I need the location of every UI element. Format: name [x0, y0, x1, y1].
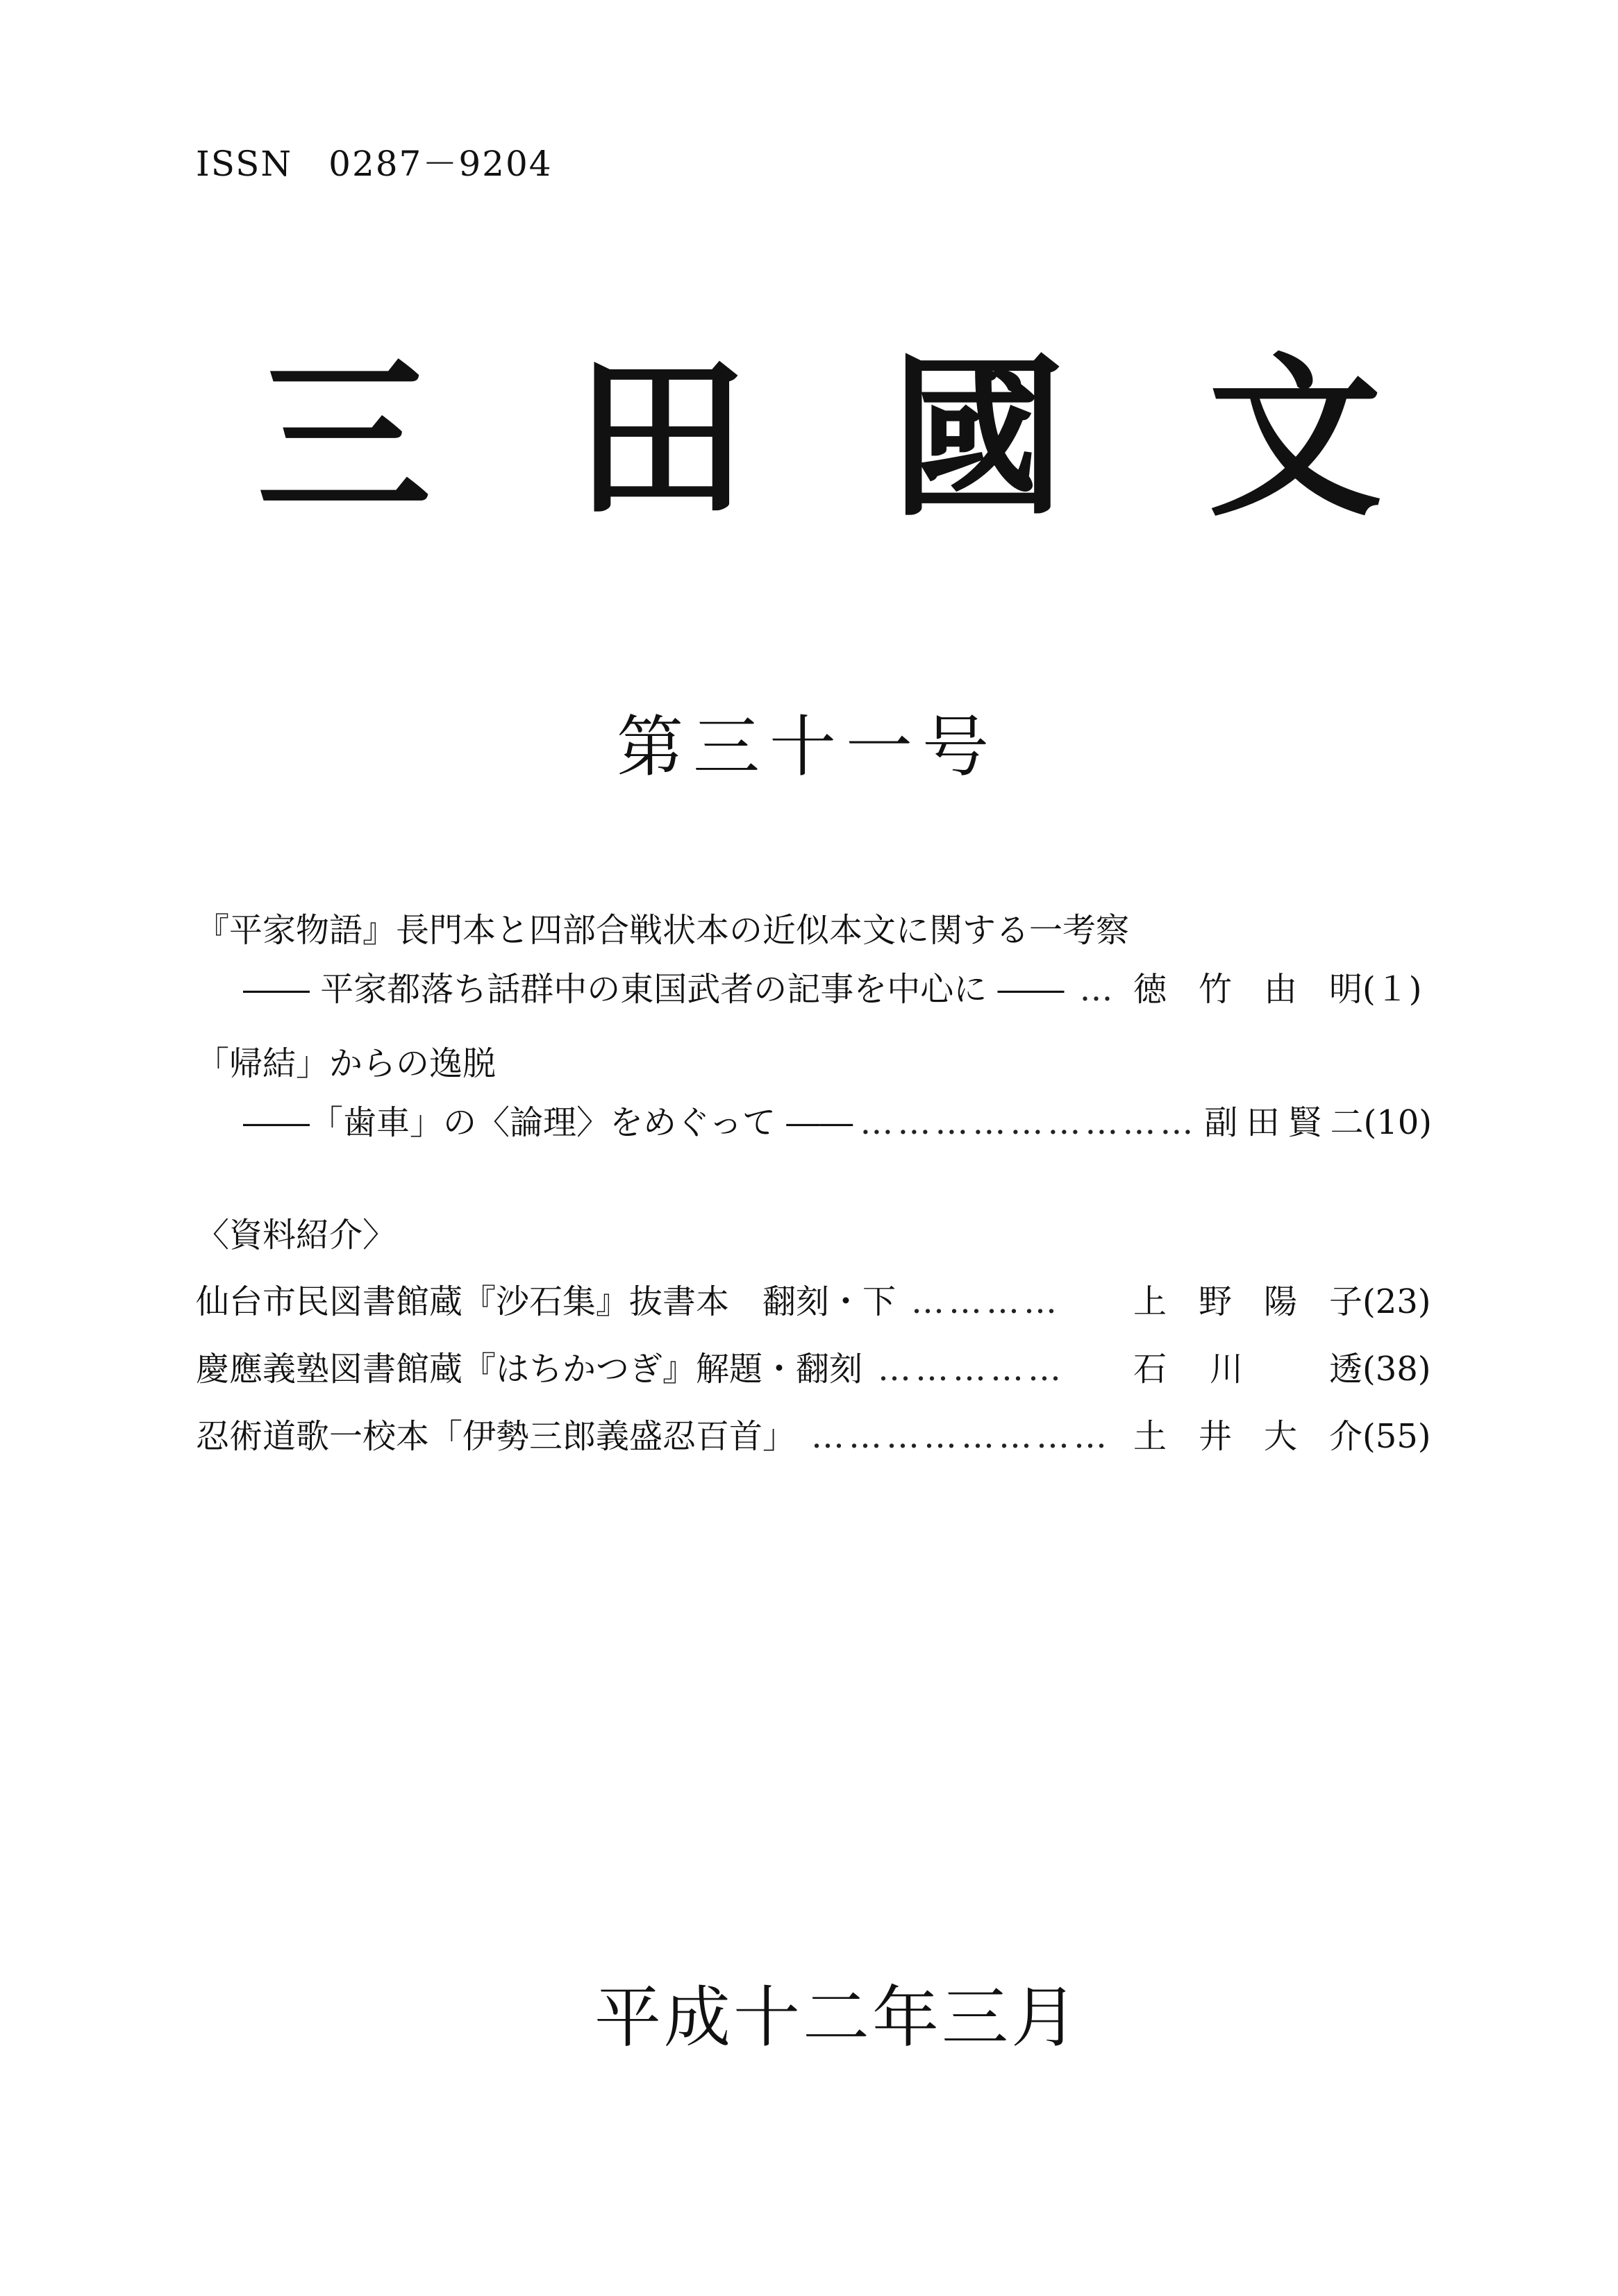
toc-entry	[243, 962, 1432, 1017]
author-name: 副 田 賢 二	[1204, 1103, 1364, 1142]
author-name: 石 川 透	[1133, 1350, 1362, 1389]
article-title: 「帰結」からの逸脱	[196, 1044, 497, 1083]
dot-leader: …	[1079, 970, 1117, 1009]
dot-leader: ……………………	[811, 1417, 1112, 1456]
title-char: 國	[891, 335, 1065, 539]
toc-entry	[196, 1409, 1432, 1464]
section-heading: 〈資料紹介〉	[196, 1216, 397, 1255]
article-title: 『平家物語』長門本と四部合戦状本の近似本文に関する一考察	[196, 911, 1130, 950]
page-number: (23)	[1362, 1282, 1431, 1321]
publication-date: 平成十二年三月	[594, 1979, 1081, 2056]
toc-entry	[196, 1341, 1432, 1397]
page-number: (10)	[1363, 1103, 1432, 1142]
material-title: 仙台市民図書館蔵『沙石集』抜書本 翻刻・下	[196, 1282, 896, 1321]
author-name: 徳 竹 由 明	[1133, 970, 1362, 1009]
page-number: (55)	[1362, 1417, 1431, 1456]
author-name: 上 野 陽 子	[1133, 1282, 1362, 1321]
article-subtitle: ―― 平家都落ち話群中の東国武者の記事を中心に ――	[243, 970, 1065, 1009]
author-name: 土 井 大 介	[1133, 1417, 1362, 1456]
article-subtitle: ――「歯車」の〈論理〉をめぐって ――	[243, 1103, 853, 1142]
dot-leader: ……………	[878, 1350, 1066, 1389]
title-char: 田	[574, 335, 748, 539]
journal-title	[257, 335, 1382, 539]
dot-leader: …………	[911, 1282, 1062, 1321]
toc-entry	[196, 1274, 1432, 1330]
page-number: (１)	[1362, 970, 1422, 1009]
page-number: (38)	[1362, 1350, 1431, 1389]
issn-number: ISSN 0287－9204	[196, 144, 553, 184]
material-title: 慶應義塾図書館蔵『はちかつぎ』解題・翻刻	[196, 1350, 863, 1389]
issue-number: 第三十一号	[617, 708, 999, 786]
material-title: 忍術道歌一校本「伊勢三郎義盛忍百首」	[196, 1417, 797, 1456]
title-char: 三	[257, 335, 431, 539]
title-char: 文	[1208, 335, 1382, 539]
dot-leader: ………………………	[860, 1103, 1198, 1142]
toc-entry	[243, 1095, 1432, 1150]
